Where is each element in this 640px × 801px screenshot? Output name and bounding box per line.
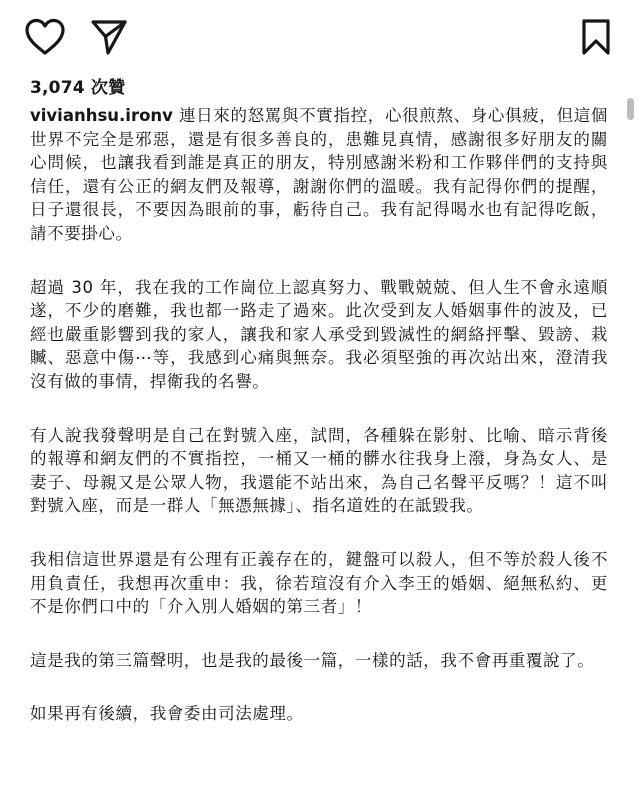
bookmark-outline-icon[interactable] [580, 18, 612, 56]
caption-username[interactable]: vivianhsu.ironv [30, 106, 173, 125]
caption-paragraph: 我相信這世界還是有公理有正義存在的，鍵盤可以殺人，但不等於殺人後不用負責任，我想再次重申：我，徐若瑄沒有介入李王的婚姻、絕無私約、更不是你們口中的「介入別人婚姻的第三者」！ [30, 549, 608, 617]
scrollbar-thumb[interactable] [627, 98, 634, 120]
heart-outline-icon[interactable] [24, 18, 66, 56]
caption-paragraph: 這是我的第三篇聲明，也是我的最後一篇，一樣的話，我不會再重覆說了。 [30, 650, 595, 670]
paper-plane-icon[interactable] [90, 18, 128, 56]
caption-paragraph: 有人說我發聲明是自己在對號入座，試問，各種躲在影射、比喻、暗示背後的報導和網友們的不實指控，一桶又一桶的髒水往我身上潑，身為女人、是妻子、母親又是公眾人物，我還能不站出來，為自己名聲平反嗎？！這不叫對號入座，而是一群人「無憑無據」、指名道姓的在詆毀我。 [30, 425, 608, 516]
caption-paragraph: 超過 30 年，我在我的工作崗位上認真努力、戰戰兢兢、但人生不會永遠順遂，不少的磨難，我也都一路走了過來。此次受到友人婚姻事件的波及，已經也嚴重影響到我的家人，讓我和家人承受到毀滅性的網絡抨擊、毀謗、栽贓、惡意中傷⋯等，我感到心痛與無奈。我必須堅強的再次站出來，澄清我沒有做的事情，捍衛我的名譽。 [30, 277, 608, 391]
caption-paragraph: 如果再有後續，我會委由司法處理。 [30, 704, 304, 724]
like-count[interactable]: 3,074 次贊 [30, 78, 126, 98]
post-action-bar [0, 0, 640, 70]
caption-paragraph [30, 104, 608, 246]
post-caption [30, 104, 608, 756]
caption-paragraph-text: 連日來的怒罵與不實指控，心很煎熬、身心俱疲，但這個世界不完全是邪惡，還是有很多善良的，患難見真情，感謝很多好朋友的關心問候，也讓我看到誰是真正的朋友，特別感謝米粉和工作夥伴們的支持與信任，還有公正的網友們及報導，謝謝你們的溫暖。我有記得你們的提醒，日子還很長，不要因為眼前的事，虧待自己。我有記得喝水也有記得吃飯，請不要掛心。 [30, 106, 608, 243]
